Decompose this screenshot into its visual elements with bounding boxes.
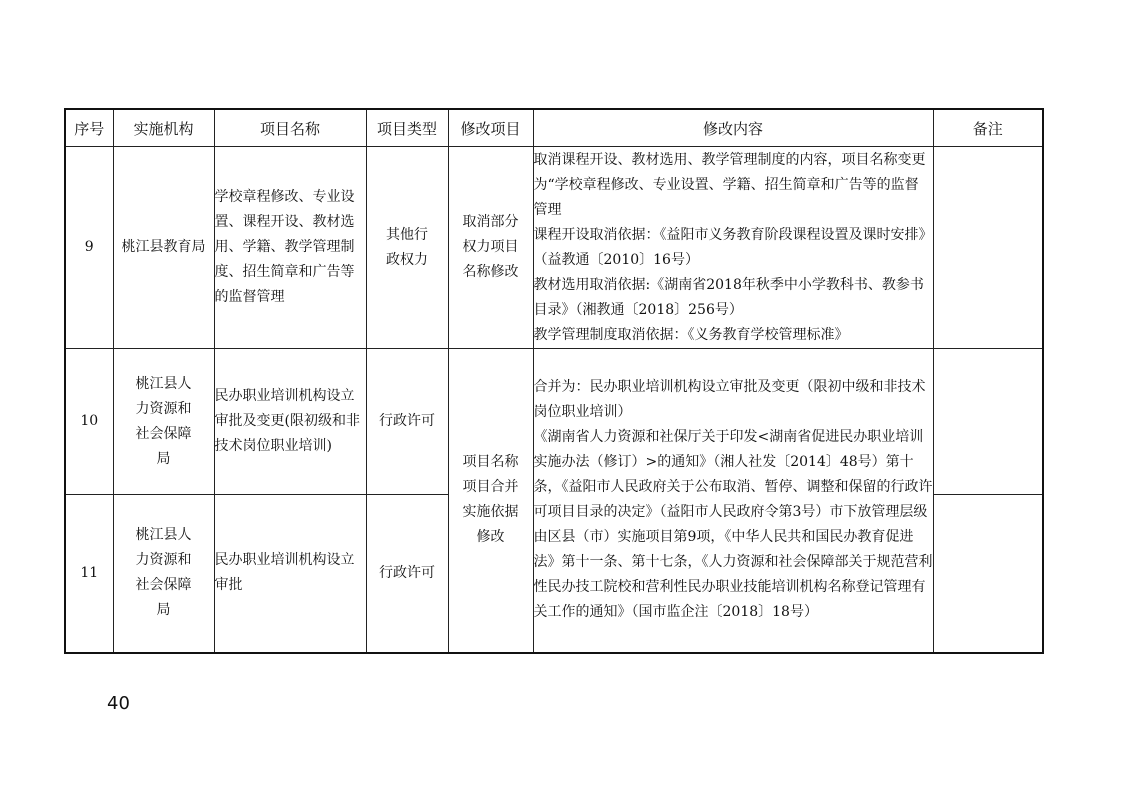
col-header-modify-content: 修改内容 [533,109,933,147]
page-number: 40 [107,693,130,714]
content-line: 课程开设取消依据：《益阳市义务教育阶段课程设置及课时安排》（益教通〔2010〕16号） [533,226,933,268]
content-line: 教材选用取消依据:《湖南省2018年秋季中小学教科书、教参书目录》（湘教通〔2018〕256号） [533,276,924,318]
row-number: 9 [65,147,113,349]
col-header-note: 备注 [933,109,1043,147]
modify-item-cell: 取消部分权力项目名称修改 [448,147,533,349]
col-header-project-name: 项目名称 [214,109,366,147]
col-header-project-type: 项目类型 [366,109,448,147]
content-line: 教学管理制度取消依据：《义务教育学校管理标准》 [533,326,849,343]
adjustment-table [64,108,1044,654]
project-name-cell: 民办职业培训机构设立审批及变更(限初级和非技术岗位职业培训) [214,349,366,495]
col-header-agency: 实施机构 [113,109,214,147]
project-type-cell: 其他行政权力 [366,147,448,349]
row-number: 11 [65,495,113,653]
table-row [65,349,1043,495]
project-type-cell: 行政许可 [366,349,448,495]
merged-modify-item-cell: 项目名称项目合并实施依据修改 [448,349,533,653]
content-line: 合并为：民办职业培训机构设立审批及变更（限初中级和非技术岗位职业培训） [533,379,926,421]
agency-cell: 桃江县人力资源和社会保障局 [113,349,214,495]
project-name-cell: 学校章程修改、专业设置、课程开设、教材选用、学籍、教学管理制度、招生简章和广告等的监督管理 [214,147,366,349]
row-number: 10 [65,349,113,495]
content-line: 《湖南省人力资源和社保厅关于印发<湖南省促进民办职业培训实施办法（修订）>的通知》（湘人社发〔2014〕48号）第十条，《益阳市人民政府关于公布取消、暂停、调整和保留的行政许可项目目录的决定》（益阳市人民政府令第3号）市下放管理层级由区县（市）实施项目第9项，《中华人民共和国民办教育促进法》第十一条、第十七条，《人力资源和社会保障部关于规范营利性民办技工院校和营利性民办职业技能培训机构名称登记管理有关工作的通知》（国市监企注〔2018〕18号） [533,429,933,621]
table-row [65,147,1043,349]
agency-cell: 桃江县人力资源和社会保障局 [113,495,214,653]
table-header-row [65,109,1043,147]
note-cell [933,495,1043,653]
project-type-cell: 行政许可 [366,495,448,653]
merged-modify-content-cell [533,349,933,653]
note-cell [933,147,1043,349]
modify-content-cell [533,147,933,349]
note-cell [933,349,1043,495]
agency-cell: 桃江县教育局 [113,147,214,349]
project-name-cell: 民办职业培训机构设立审批 [214,495,366,653]
col-header-modify-item: 修改项目 [448,109,533,147]
col-header-no: 序号 [65,109,113,147]
content-line: 取消课程开设、教材选用、教学管理制度的内容，项目名称变更为“学校章程修改、专业设置、学籍、招生简章和广告等的监督管理 [533,151,926,218]
